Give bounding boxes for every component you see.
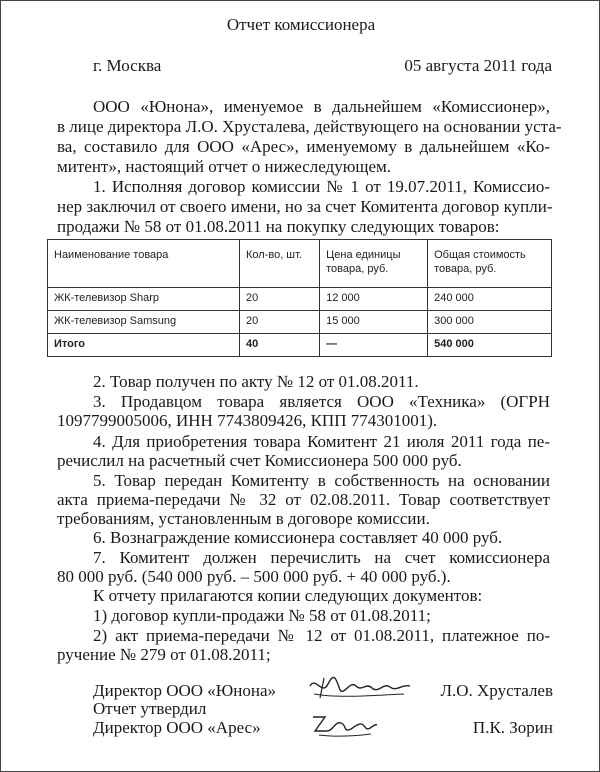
city: г. Москва (93, 56, 162, 75)
director1-label: Директор ООО «Юнона» (93, 681, 277, 700)
point-2-line: 2. Товар получен по акту № 12 от 01.08.2011. (93, 372, 419, 391)
cell-unit-price: 15 000 (320, 311, 428, 334)
intro-line: ООО «Юнона», именуемое в дальнейшем «Комиссионер», (93, 97, 550, 116)
table-row (48, 311, 552, 334)
cell-total-cost: 240 000 (428, 288, 552, 311)
total-unit-price: — (320, 334, 428, 357)
total-label: Итого (48, 334, 240, 357)
point-5-line: 5. Товар передан Комитенту в собственность на основании (93, 471, 550, 490)
point-7-line: 80 000 руб. (540 000 руб. – 500 000 руб. + 40 000 руб.). (57, 567, 451, 586)
goods-table (47, 239, 552, 357)
point-1-line: нер заключил от своего имени, но за счет Комитента договор купли- (57, 197, 553, 216)
document-date: 05 августа 2011 года (404, 56, 552, 75)
cell-quantity: 20 (239, 288, 319, 311)
director2-name: П.К. Зорин (472, 718, 553, 737)
col-header-total-cost: Общая стоимость товара, руб. (428, 240, 552, 288)
attachment-item: 1) договор купли-продажи № 58 от 01.08.2011; (93, 606, 431, 625)
point-1-line: продажи № 58 от 01.08.2011 на покупку следующих товаров: (57, 217, 500, 236)
total-quantity: 40 (239, 334, 319, 357)
point-6-line: 6. Вознаграждение комиссионера составляет 40 000 руб. (93, 528, 503, 547)
point-5-line: акта приема-передачи № 32 от 02.08.2011. Товар соответствует (57, 490, 550, 509)
intro-line: ва, составило для ООО «Арес», именуемому в дальнейшем «Ко- (57, 137, 550, 156)
cell-name: ЖК-телевизор Sharp (48, 288, 240, 311)
director1-signature-image (306, 672, 414, 704)
cell-quantity: 20 (239, 311, 319, 334)
director1-name: Л.О. Хрусталев (440, 681, 553, 700)
point-4-line: 4. Для приобретения товара Комитент 21 июля 2011 года пе- (93, 432, 550, 451)
table-total-row (48, 334, 552, 357)
col-header-unit-price: Цена единицы товара, руб. (320, 240, 428, 288)
col-header-quantity: Кол-во, шт. (239, 240, 319, 288)
director2-label: Директор ООО «Арес» (93, 718, 261, 737)
document-title: Отчет комиссионера (226, 15, 376, 34)
director2-signature-image (309, 709, 381, 739)
attachment-item: 2) акт приема-передачи № 12 от 01.08.2011, платежное по- (93, 626, 550, 645)
point-3-line: 1097799005006, ИНН 7743809426, КПП 774301001). (57, 411, 438, 430)
cell-total-cost: 300 000 (428, 311, 552, 334)
total-cost: 540 000 (428, 334, 552, 357)
point-5-line: требованиям, установленным в договоре комиссии. (57, 509, 430, 528)
table-row (48, 288, 552, 311)
point-7-line: 7. Комитент должен перечислить на счет комиссионера (93, 548, 550, 567)
col-header-name: Наименование товара (48, 240, 240, 288)
approved-label: Отчет утвердил (93, 699, 207, 718)
point-1-line: 1. Исполняя договор комиссии № 1 от 19.07.2011, Комиссио- (93, 177, 550, 196)
attachment-item: ручение № 279 от 01.08.2011; (57, 645, 271, 664)
table-header-row (48, 240, 552, 288)
intro-line: митент», настоящий отчет о нижеследующем. (57, 157, 392, 176)
intro-line: в лице директора Л.О. Хрусталева, действующего на основании уста- (57, 117, 562, 136)
point-3-line: 3. Продавцом товара является ООО «Техника» (ОГРН (93, 392, 550, 411)
cell-unit-price: 12 000 (320, 288, 428, 311)
cell-name: ЖК-телевизор Samsung (48, 311, 240, 334)
attachments-intro: К отчету прилагаются копии следующих документов: (93, 586, 483, 605)
point-4-line: речислил на расчетный счет Комиссионера 500 000 руб. (57, 451, 462, 470)
